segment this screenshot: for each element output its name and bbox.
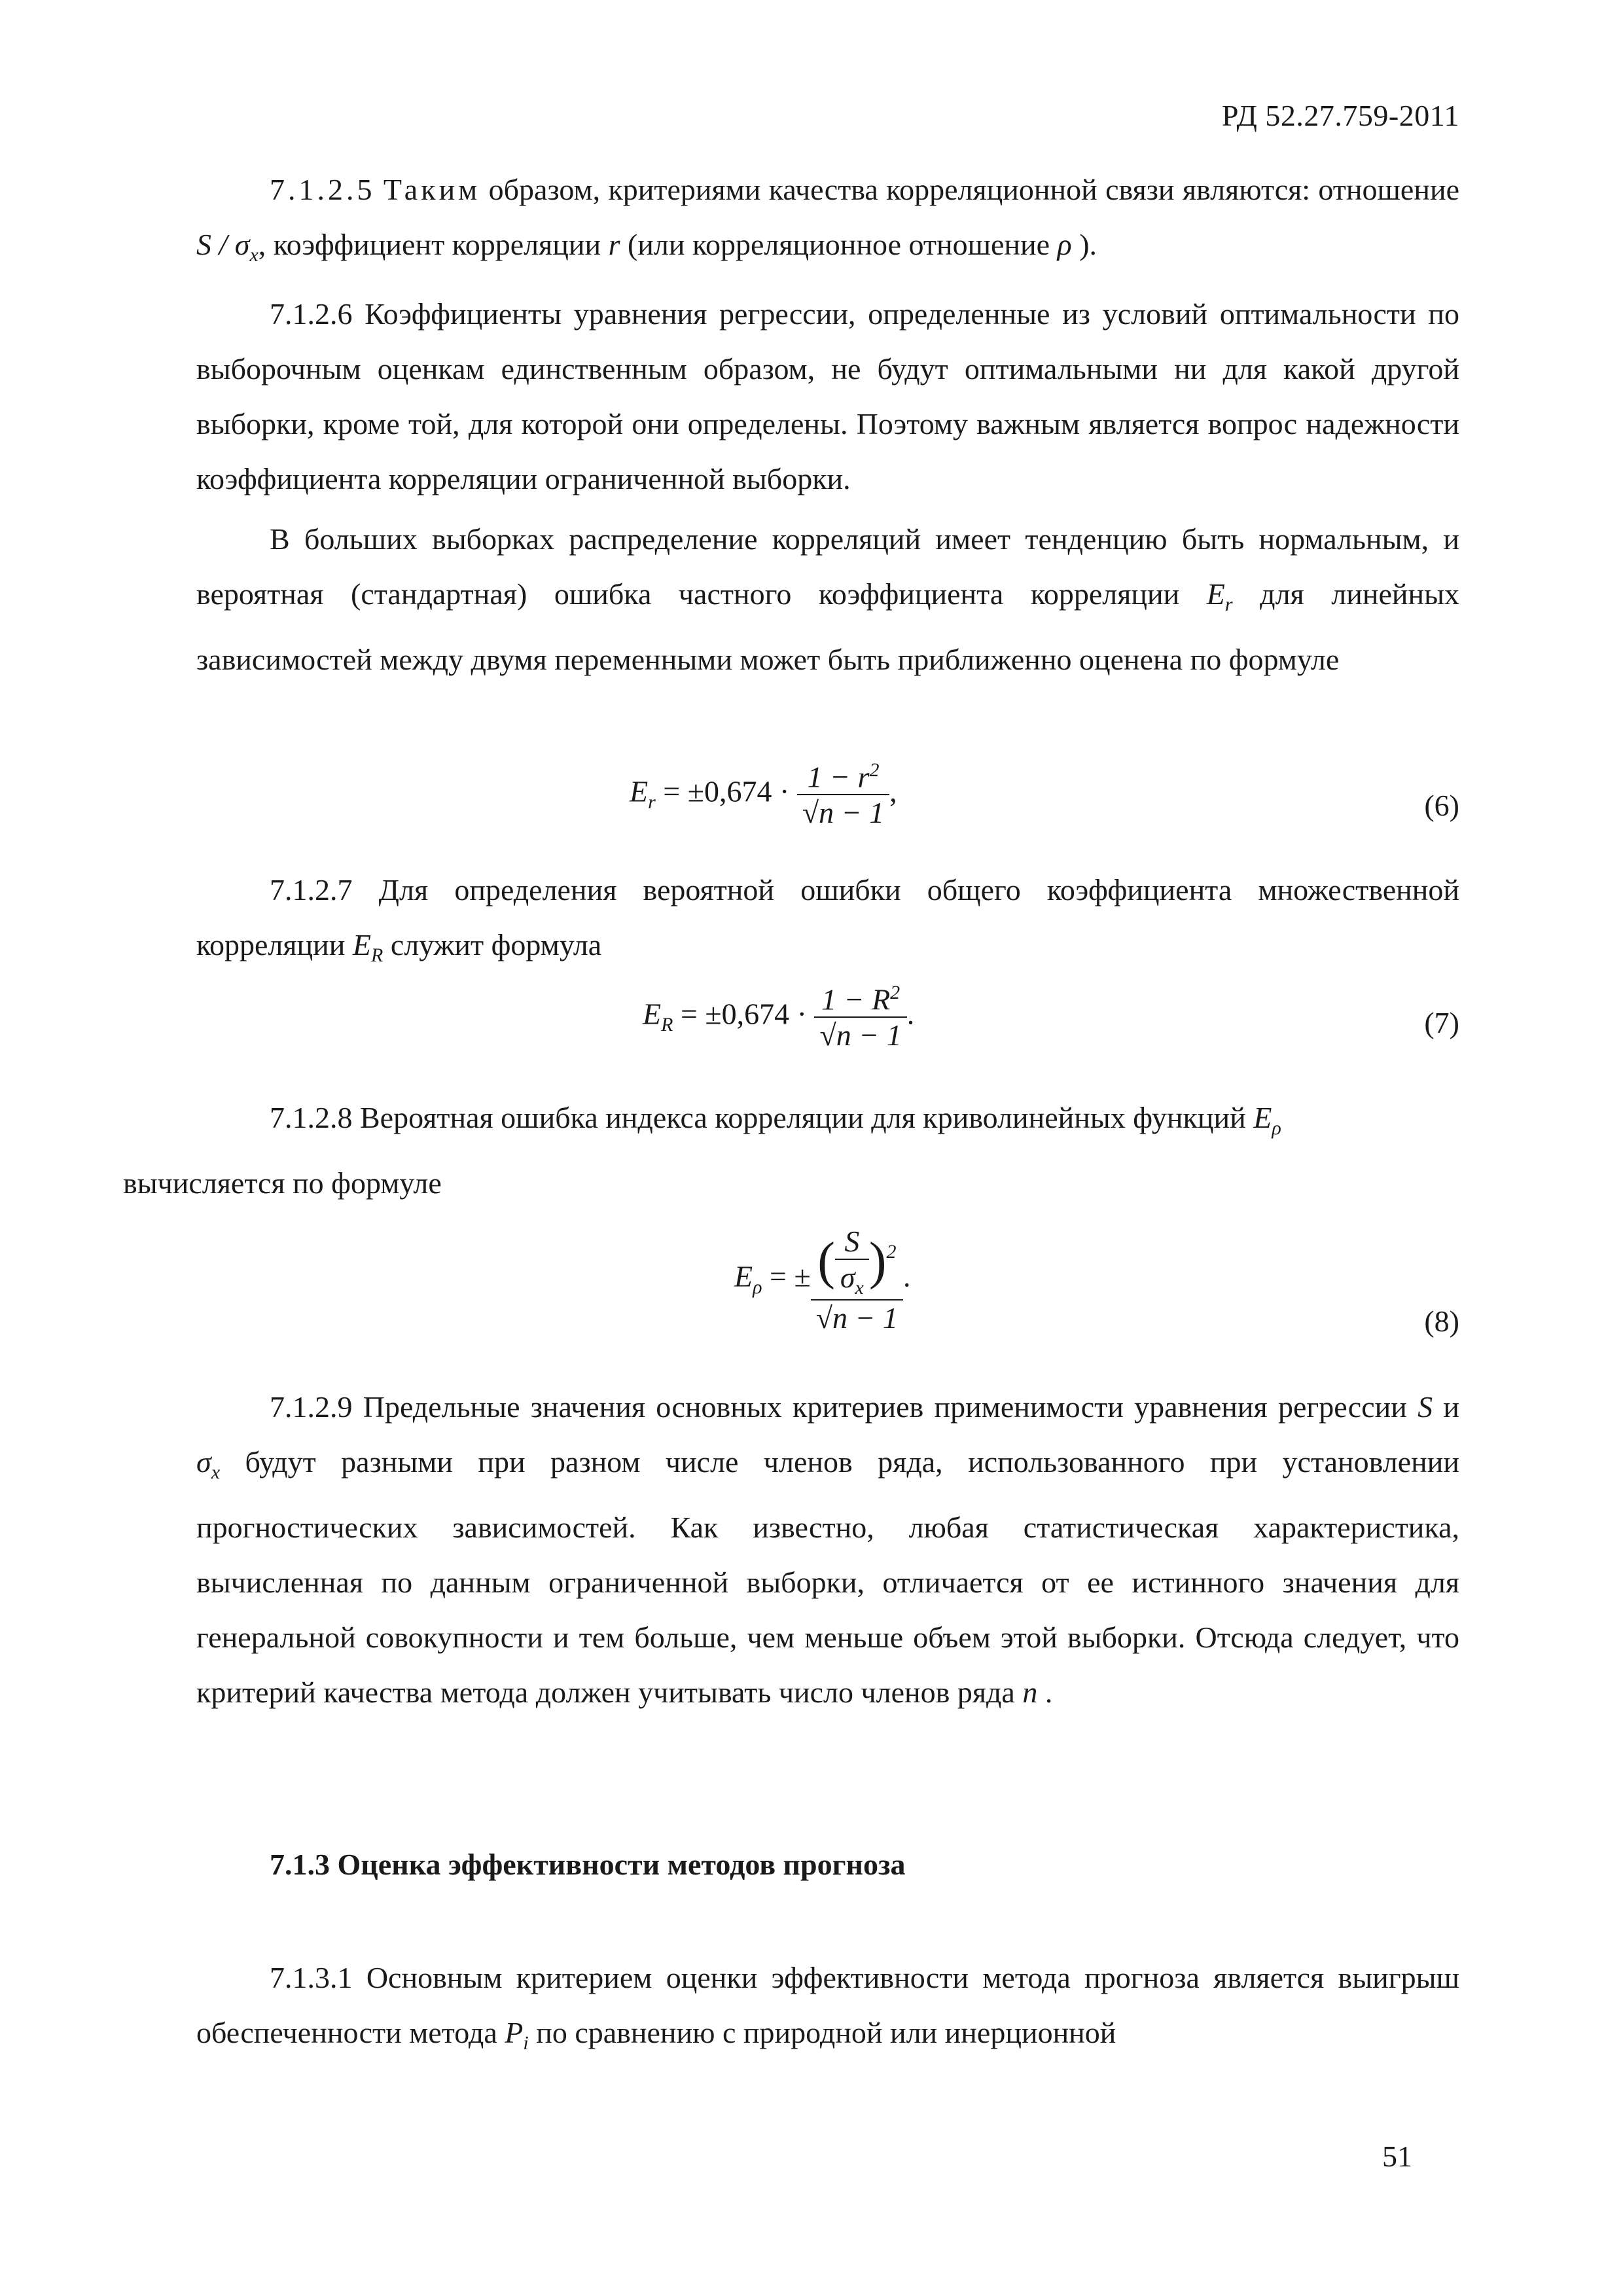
eq-lhs: E	[643, 997, 662, 1031]
eq-numerator: ( $\frac{S}{\sigma_x}$ )$^2$	[817, 1225, 897, 1299]
eq-den-text: n − 1	[832, 1301, 899, 1335]
eq-denominator	[811, 1299, 903, 1335]
para-text: , коэффициент корреляции	[258, 228, 609, 261]
eq-den-text: n − 1	[819, 796, 885, 830]
symbol-E: E	[1253, 1101, 1272, 1134]
eq-tail: .	[903, 1259, 911, 1293]
paragraph-large-samples	[196, 512, 1459, 687]
para-text: отношение	[1318, 173, 1459, 206]
symbol-E: E	[1206, 577, 1225, 611]
eq-coef: = ±0,674 ·	[673, 997, 815, 1031]
symbol-R: R	[371, 944, 383, 967]
eq-lhs-sub: r	[648, 791, 656, 813]
equation-8-label: (8)	[1424, 1304, 1459, 1338]
inner-num: S	[844, 1225, 860, 1258]
inner-den-text: σ	[840, 1261, 855, 1294]
eq-num-text: 1 − R	[821, 982, 891, 1016]
equation-6-label: (6)	[1424, 789, 1459, 822]
symbol-slash: /	[211, 228, 235, 261]
paragraph-7-1-2-7	[196, 863, 1459, 983]
symbol-rho: ρ	[1272, 1117, 1281, 1139]
para-text: по сравнению с природной или инерционной	[528, 2016, 1116, 2049]
eq-exponent: 2	[869, 759, 880, 781]
symbol-x: x	[249, 244, 259, 266]
eq-denominator	[814, 1016, 906, 1052]
eq-tail: .	[906, 997, 915, 1031]
symbol-E: E	[352, 928, 372, 961]
equation-7	[643, 982, 914, 1052]
eq-numerator	[814, 982, 906, 1016]
inner-den	[835, 1259, 869, 1299]
eq-fraction	[797, 759, 889, 830]
symbol-P: P	[505, 2016, 524, 2049]
para-text: вычисляется по формуле	[123, 1166, 442, 1200]
para-text: 7.1.2.8 Вероятная ошибка индекса корреляции для криволинейных функций	[270, 1101, 1254, 1134]
sqrt-icon: √	[802, 796, 819, 830]
paragraph-7-1-2-9	[196, 1380, 1459, 1720]
symbol-sigma: σ	[234, 228, 250, 261]
paragraph-7-1-2-5	[196, 162, 1459, 283]
symbol-r: r	[1224, 594, 1233, 616]
eq-denominator	[797, 794, 889, 830]
symbol-S: S	[196, 228, 211, 261]
symbol-x: x	[211, 1462, 221, 1484]
eq-lhs-sub: ρ	[753, 1276, 762, 1298]
inner-fraction	[835, 1224, 869, 1299]
page-number: 51	[1382, 2140, 1412, 2173]
sqrt-icon: √	[815, 1301, 832, 1335]
eq-den-text: n − 1	[836, 1018, 902, 1052]
para-text: для линейных зависимостей между двумя переменными может быть приближенно оценена по формуле	[196, 577, 1459, 677]
paragraph-7-1-2-6: 7.1.2.6 Коэффициенты уравнения регрессии, определенные из условий оптимальности по выборочным оценкам единственным образом, не будут оптимальными ни для какой другой выборки, кроме той, для которой они определены. Поэтому важным является вопрос надежности коэффициента корреляции ограниченной выборки.	[196, 297, 1459, 495]
eq-lhs: E	[734, 1259, 753, 1293]
symbol-i: i	[523, 2032, 529, 2054]
symbol-S: S	[1418, 1390, 1433, 1424]
sqrt-icon: √	[819, 1018, 836, 1052]
para-text: (или корреляционное отношение	[620, 228, 1058, 261]
eq-lhs: E	[630, 774, 649, 808]
eq-exponent: 2	[886, 1240, 897, 1263]
para-text: и	[1433, 1390, 1459, 1424]
para-text: 7.1.2.7 Для определения вероятной ошибки общего коэффициента множественной корреляции	[196, 873, 1459, 961]
para-text: В больших выборках распределение корреляций имеет тенденцию быть нормальным, и вероятная (стандартная) ошибка частного коэффициента корреляции	[196, 522, 1459, 611]
paragraph-7-1-3-1	[196, 1950, 1459, 2071]
para-spaced-word: Таким	[383, 173, 481, 206]
para-text: 7.1.3.1 Основным критерием оценки эффективности метода прогноза является выигрыш обеспеченности метода	[196, 1961, 1459, 2049]
eq-exponent: 2	[890, 982, 901, 1003]
eq-lhs-sub: R	[661, 1013, 673, 1035]
eq-numerator	[797, 759, 889, 794]
eq-tail: ,	[889, 774, 897, 808]
inner-den-sub: x	[855, 1277, 864, 1299]
eq-fraction	[811, 1224, 903, 1335]
equation-6	[630, 759, 897, 830]
para-text: 7.1.2.9 Предельные значения основных критериев применимости уравнения регрессии	[270, 1390, 1418, 1424]
equation-8	[734, 1224, 911, 1335]
eq-fraction	[814, 982, 906, 1052]
eq-coef: = ±0,674 ·	[655, 774, 797, 808]
para-number: 7.1.2.5	[270, 173, 376, 206]
para-text: ).	[1071, 228, 1097, 261]
symbol-sigma: σ	[196, 1445, 211, 1479]
section-heading-7-1-3: 7.1.3 Оценка эффективности методов прогноза	[270, 1848, 906, 1881]
symbol-r: r	[608, 228, 620, 261]
symbol-n: n	[1022, 1676, 1038, 1710]
symbol-rho: ρ	[1057, 228, 1072, 261]
para-text: будут разными при разном числе членов ряда, использованного при установлении прогностических зависимостей. Как известно, любая статистическая характеристика, вычисленная по данным ограниченной выборки, отличается от ее истинного значения для генеральной совокупности и тем больше, чем меньше объем этой выборки. Отсюда следует, что критерий качества метода должен учитывать число членов ряда	[196, 1445, 1459, 1710]
equation-7-label: (7)	[1424, 1006, 1459, 1039]
para-text: служит формула	[383, 928, 602, 961]
eq-num-text: 1 − r	[807, 760, 870, 794]
document-id-header: РД 52.27.759-2011	[1221, 99, 1459, 132]
para-text: .	[1037, 1676, 1053, 1710]
eq-coef: = ±	[762, 1259, 811, 1293]
para-text: образом, критериями качества корреляционной связи являются:	[480, 173, 1311, 206]
paragraph-7-1-2-8	[123, 1090, 1459, 1211]
